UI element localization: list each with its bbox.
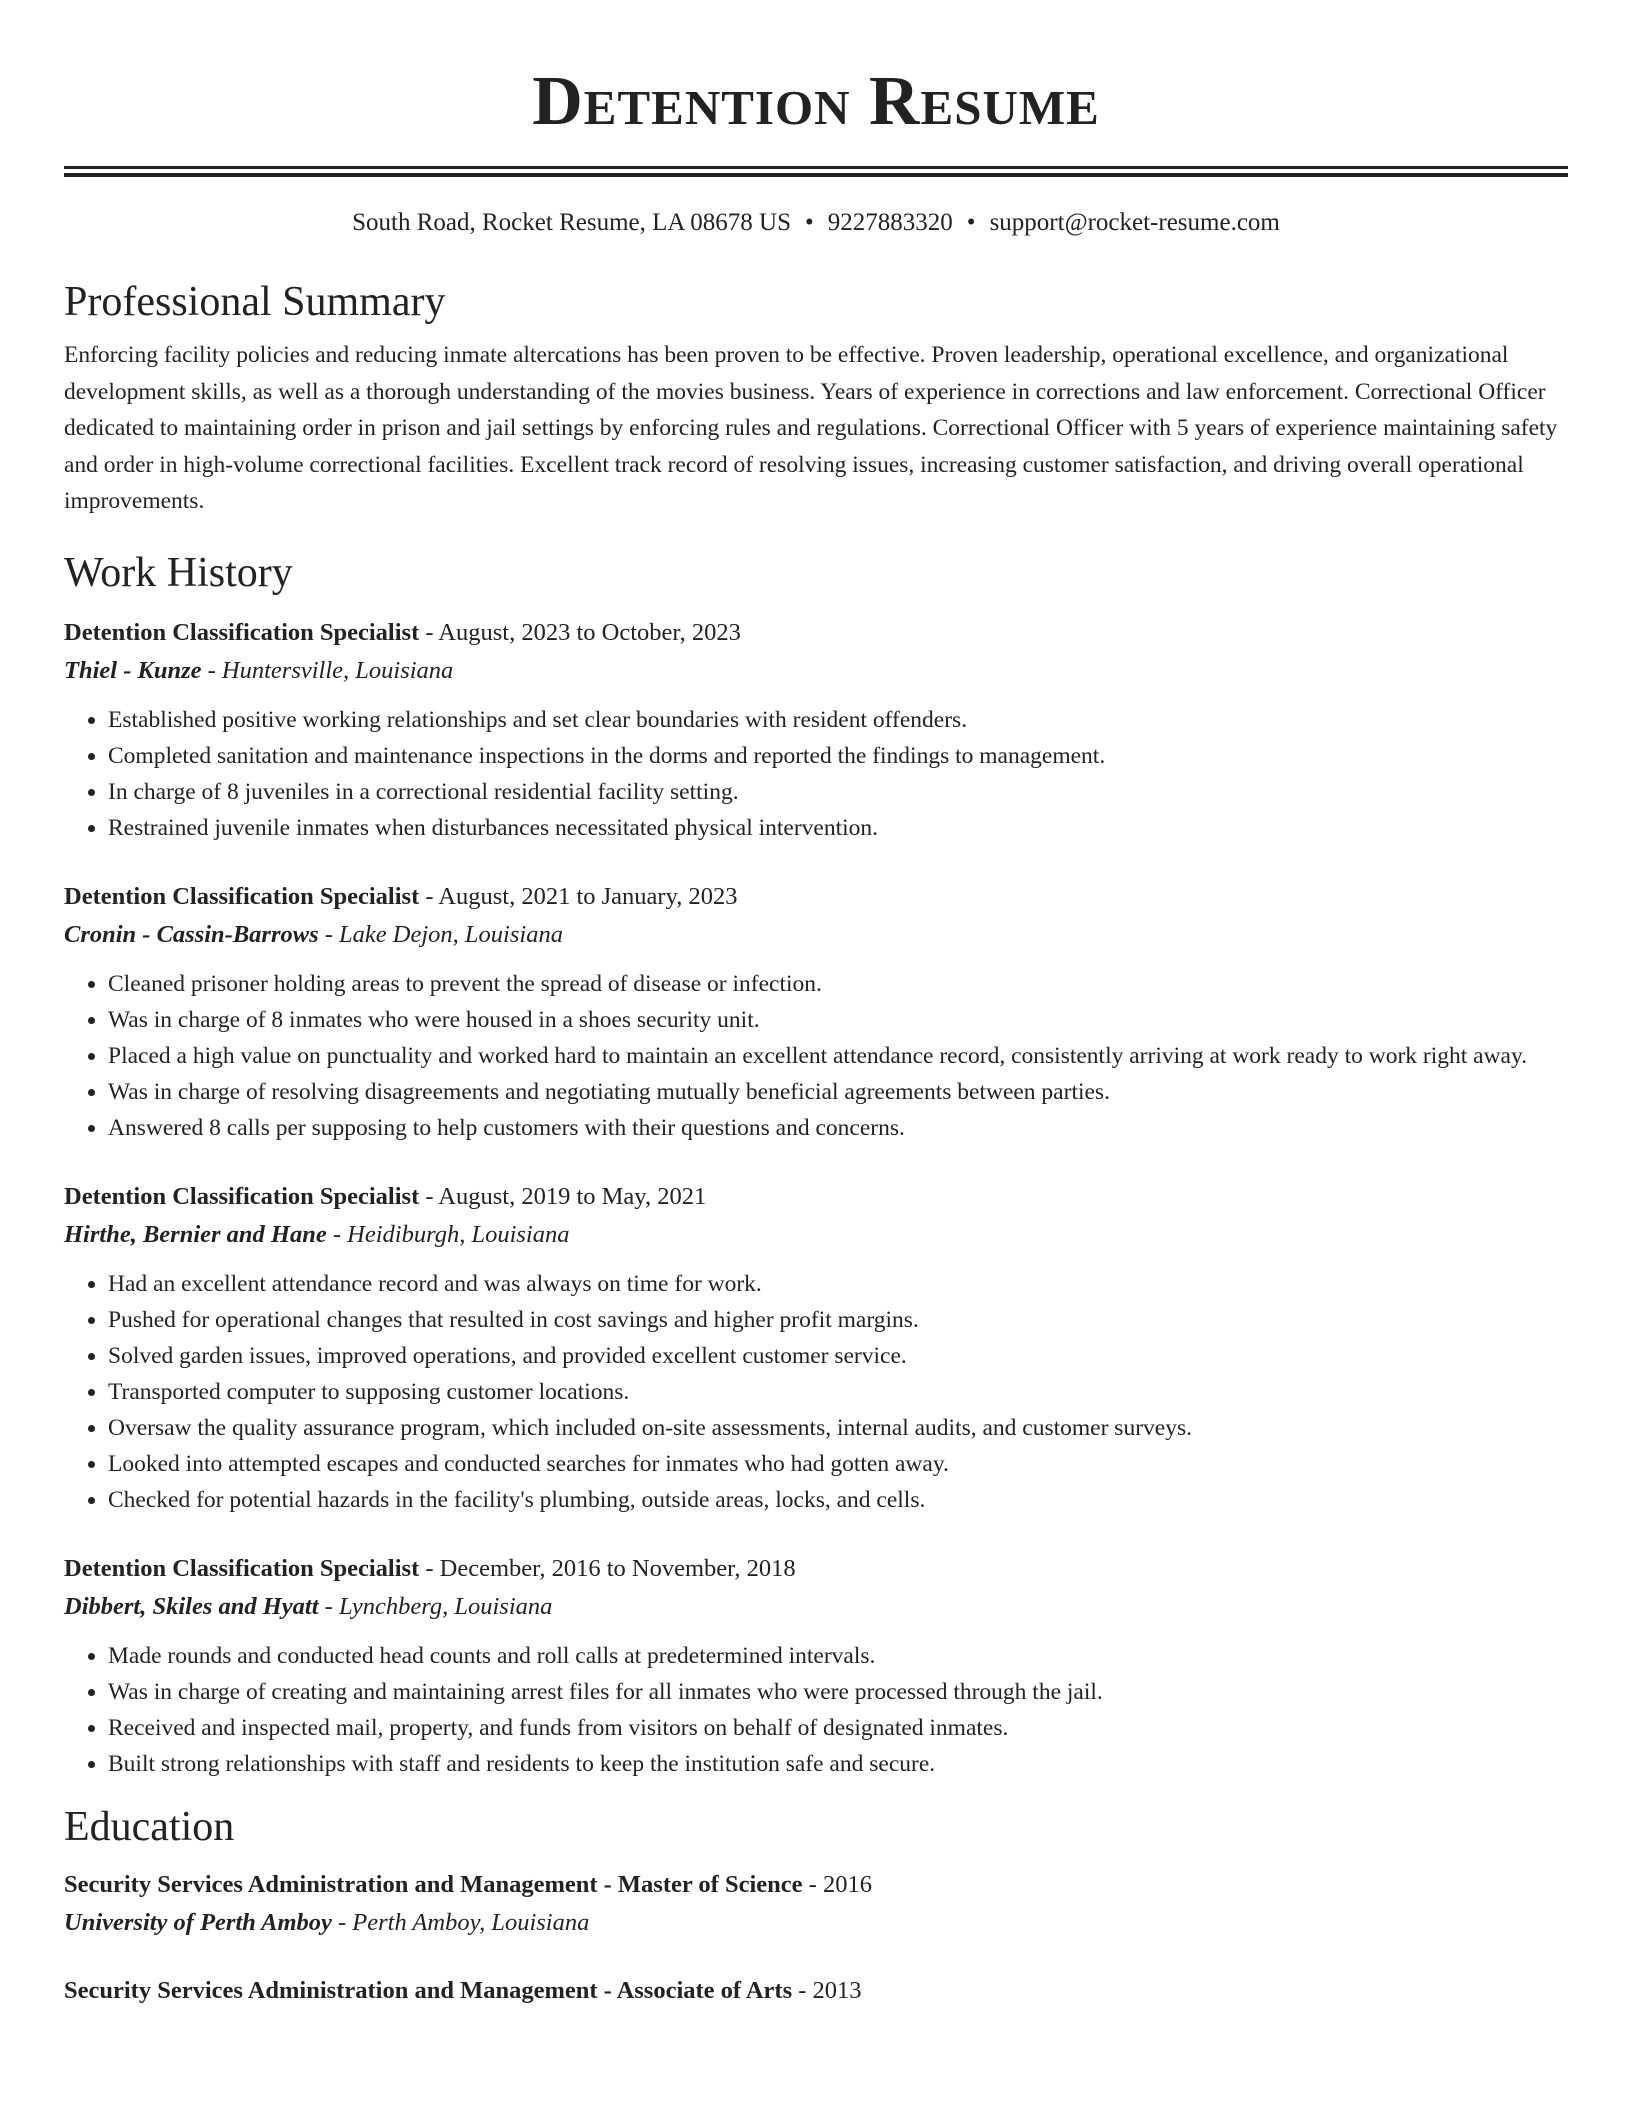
education-degree-line bbox=[64, 1866, 1568, 1904]
education-degree: Security Services Administration and Management - Master of Science bbox=[64, 1870, 803, 1898]
job-title-line bbox=[64, 878, 1568, 916]
education-degree: Security Services Administration and Management - Associate of Arts bbox=[64, 1976, 793, 2004]
job-org-line bbox=[64, 1216, 1568, 1254]
job-location: - Huntersville, Louisiana bbox=[201, 656, 454, 684]
job-dates: - August, 2021 to January, 2023 bbox=[419, 882, 738, 910]
resume-title: Detention Resume bbox=[532, 63, 1100, 140]
job-title: Detention Classification Specialist bbox=[64, 618, 420, 646]
job-org-line bbox=[64, 916, 1568, 954]
education-entry bbox=[64, 1866, 1568, 1942]
contact-address: South Road, Rocket Resume, LA 08678 US bbox=[352, 209, 792, 236]
job-company: Hirthe, Bernier and Hane bbox=[64, 1220, 327, 1248]
job-bullet: • Transported computer to supposing customer locations. bbox=[108, 1374, 1568, 1410]
job-entry bbox=[64, 1178, 1568, 1518]
contact-line bbox=[64, 207, 1568, 239]
job-bullets bbox=[64, 702, 1568, 846]
job-dates: - August, 2019 to May, 2021 bbox=[419, 1182, 707, 1210]
job-title-line bbox=[64, 1178, 1568, 1216]
job-bullet: • Had an excellent attendance record and was always on time for work. bbox=[108, 1266, 1568, 1302]
job-dates: - December, 2016 to November, 2018 bbox=[419, 1554, 796, 1582]
job-location: - Lynchberg, Louisiana bbox=[318, 1592, 553, 1620]
job-bullets bbox=[64, 1638, 1568, 1782]
education-year: - 2016 bbox=[802, 1870, 872, 1898]
job-title: Detention Classification Specialist bbox=[64, 1182, 420, 1210]
education-entry bbox=[64, 1972, 1568, 2010]
contact-separator: • bbox=[805, 209, 814, 236]
job-title: Detention Classification Specialist bbox=[64, 882, 420, 910]
job-company: Dibbert, Skiles and Hyatt bbox=[64, 1592, 319, 1620]
job-title-line bbox=[64, 614, 1568, 652]
contact-email: support@rocket-resume.com bbox=[989, 209, 1280, 236]
education-school-line bbox=[64, 1904, 1568, 1942]
job-location: - Heidiburgh, Louisiana bbox=[326, 1220, 570, 1248]
job-bullet: • Oversaw the quality assurance program, which included on-site assessments, internal audits, and customer surveys. bbox=[108, 1410, 1568, 1446]
summary-heading: Professional Summary bbox=[64, 279, 446, 325]
job-title-line bbox=[64, 1550, 1568, 1588]
work-history-heading: Work History bbox=[64, 549, 293, 596]
job-title: Detention Classification Specialist bbox=[64, 1554, 420, 1582]
job-bullet: • Built strong relationships with staff and residents to keep the institution safe and secure. bbox=[108, 1746, 1568, 1782]
job-bullet: • Pushed for operational changes that resulted in cost savings and higher profit margins. bbox=[108, 1302, 1568, 1338]
job-bullet: • Completed sanitation and maintenance inspections in the dorms and reported the findings to management. bbox=[108, 738, 1568, 774]
job-bullet: • Was in charge of 8 inmates who were housed in a shoes security unit. bbox=[108, 1002, 1568, 1038]
contact-separator: • bbox=[966, 209, 976, 236]
job-bullet: • In charge of 8 juveniles in a correctional residential facility setting. bbox=[108, 774, 1568, 810]
education-location: - Perth Amboy, Louisiana bbox=[331, 1908, 590, 1936]
job-entry bbox=[64, 1550, 1568, 1782]
education-school: University of Perth Amboy bbox=[64, 1908, 332, 1936]
job-bullet: • Established positive working relationships and set clear boundaries with resident offenders. bbox=[108, 702, 1568, 738]
job-org-line bbox=[64, 1588, 1568, 1626]
education-year: - 2013 bbox=[792, 1976, 862, 2004]
job-bullets bbox=[64, 1266, 1568, 1518]
job-dates: - August, 2023 to October, 2023 bbox=[419, 618, 741, 646]
job-bullet: • Answered 8 calls per supposing to help customers with their questions and concerns. bbox=[108, 1110, 1568, 1146]
job-bullet: • Received and inspected mail, property, and funds from visitors on behalf of designated inmates. bbox=[108, 1710, 1568, 1746]
job-bullet: • Made rounds and conducted head counts and roll calls at predetermined intervals. bbox=[108, 1638, 1568, 1674]
job-bullet: • Cleaned prisoner holding areas to prevent the spread of disease or infection. bbox=[108, 966, 1568, 1002]
job-bullet: • Placed a high value on punctuality and worked hard to maintain an excellent attendance record, consistently arriving at work ready to work right away. bbox=[108, 1038, 1568, 1074]
contact-phone: 9227883320 bbox=[827, 209, 953, 236]
summary-text: Enforcing facility policies and reducing inmate altercations has been proven to be effective. Proven leadership, operational excellence, and organizational development skills, as well as a thorough understanding of the movies business. Years of experience in corrections and law enforcement. Correctional Officer dedicated to maintaining order in prison and jail settings by enforcing rules and regulations. Correctional Officer with 5 years of experience maintaining safety and order in high-volume correctional facilities. Excellent track record of resolving issues, increasing customer satisfaction, and driving overall operational improvements. bbox=[64, 342, 1558, 514]
title-divider bbox=[64, 166, 1568, 177]
job-bullet: • Solved garden issues, improved operations, and provided excellent customer service. bbox=[108, 1338, 1568, 1374]
job-org-line bbox=[64, 652, 1568, 690]
education-heading: Education bbox=[64, 1803, 235, 1850]
job-company: Cronin - Cassin-Barrows bbox=[64, 920, 319, 948]
job-company: Thiel - Kunze bbox=[64, 656, 202, 684]
job-bullet: • Looked into attempted escapes and conducted searches for inmates who had gotten away. bbox=[108, 1446, 1568, 1482]
job-bullet: • Was in charge of creating and maintaining arrest files for all inmates who were processed through the jail. bbox=[108, 1674, 1568, 1710]
job-bullets bbox=[64, 966, 1568, 1146]
job-location: - Lake Dejon, Louisiana bbox=[318, 920, 563, 948]
job-entry bbox=[64, 878, 1568, 1146]
job-bullet: • Was in charge of resolving disagreements and negotiating mutually beneficial agreements between parties. bbox=[108, 1074, 1568, 1110]
education-degree-line bbox=[64, 1972, 1568, 2010]
job-bullet: • Restrained juvenile inmates when disturbances necessitated physical intervention. bbox=[108, 810, 1568, 846]
job-entry bbox=[64, 614, 1568, 846]
job-bullet: • Checked for potential hazards in the facility's plumbing, outside areas, locks, and cells. bbox=[108, 1482, 1568, 1518]
